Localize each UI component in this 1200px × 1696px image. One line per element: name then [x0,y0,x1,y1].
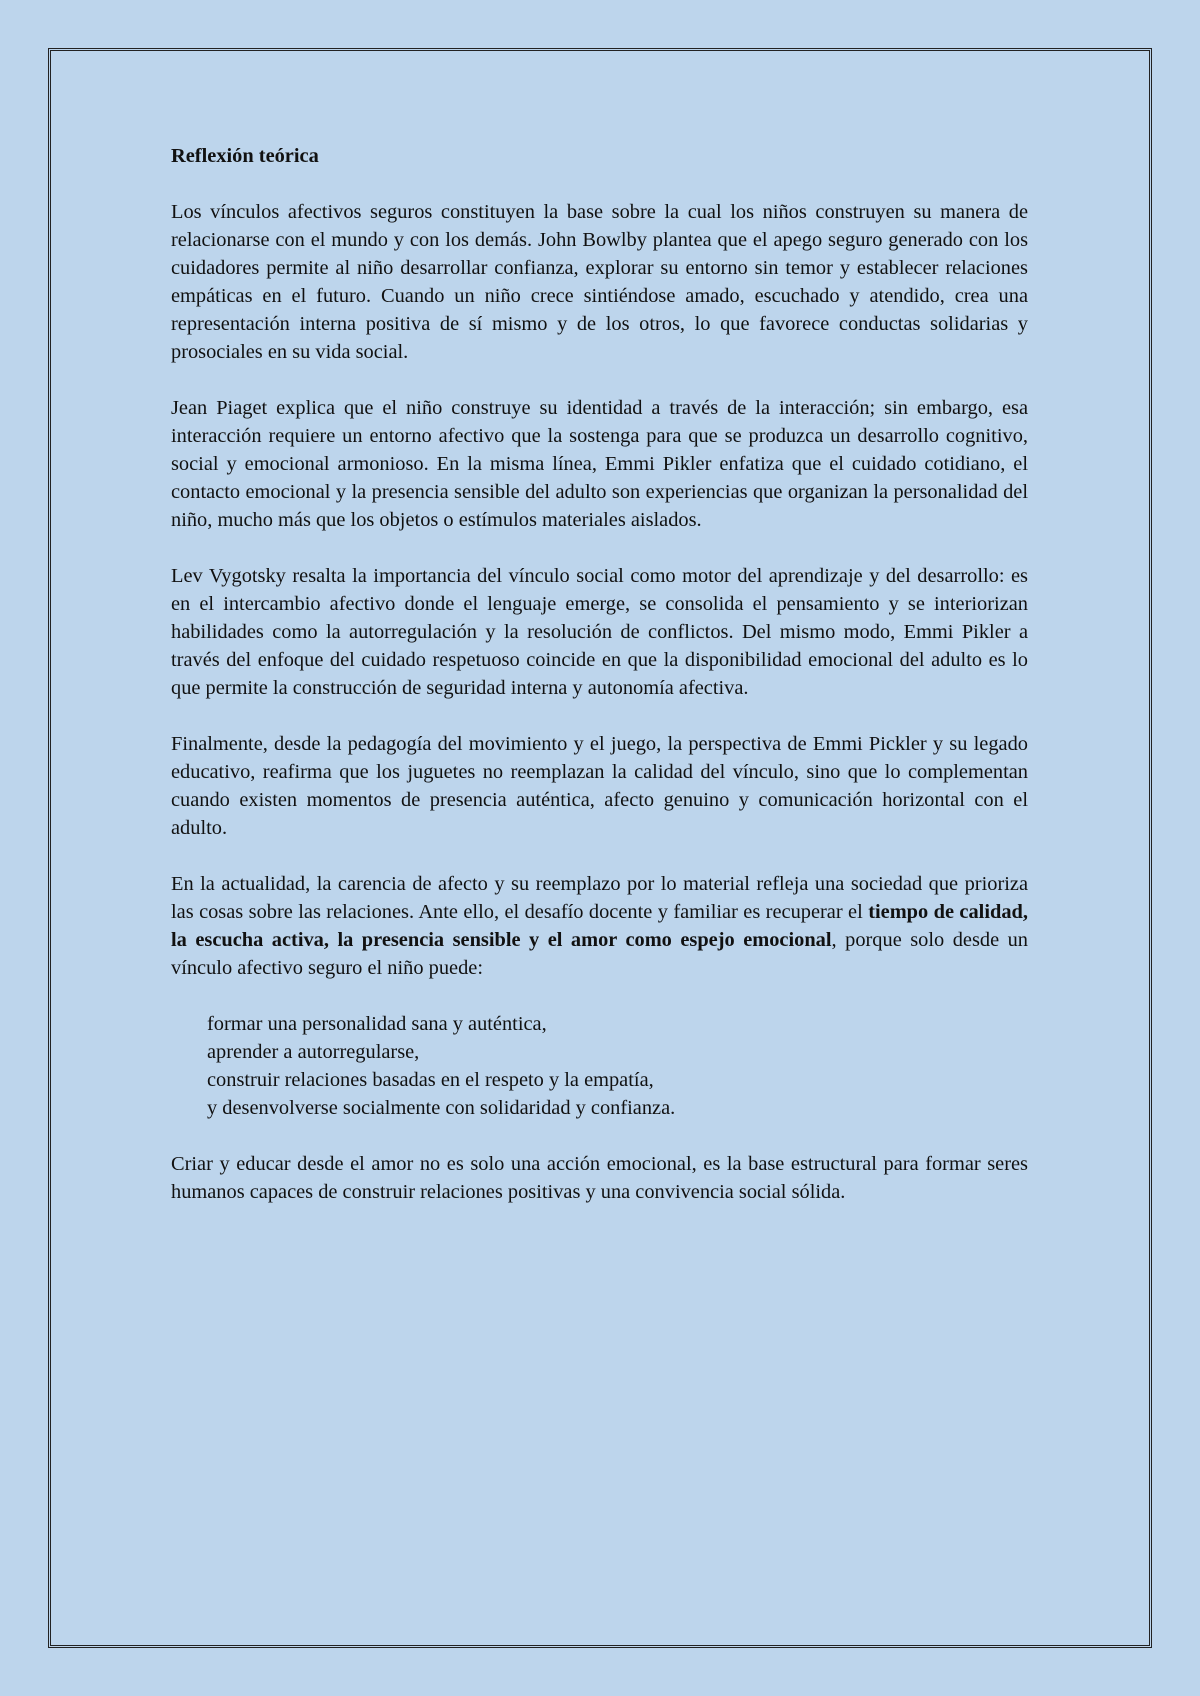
document-body [171,142,1028,1234]
paragraph-conclusion: Criar y educar desde el amor no es solo una acción emocional, es la base estructural para formar seres humanos capaces de construir relaciones positivas y una convivencia social sólida. [171,1153,1028,1203]
paragraph-actualidad-ending: , porque solo desde un vínculo afectivo seguro el niño puede: [171,929,1028,979]
paragraph-actualidad-text: En la actualidad, la carencia de afecto y su reemplazo por lo material refleja una sociedad que prioriza las cosas sobre las relaciones. Ante ello, el desafío docente y familiar es recuperar el [171,873,1028,923]
list-item: construir relaciones basadas en el respeto y la empatía, [207,1069,654,1091]
list-item: y desenvolverse socialmente con solidaridad y confianza. [207,1097,676,1119]
document-title: Reflexión teórica [171,145,319,167]
paragraph-bowlby: Los vínculos afectivos seguros constituyen la base sobre la cual los niños construyen su manera de relacionarse con el mundo y con los demás. John Bowlby plantea que el apego seguro generado con los cuidadores permite al niño desarrollar confianza, explorar su entorno sin temor y establecer relaciones empáticas en el futuro. Cuando un niño crece sintiéndose amado, escuchado y atendido, crea una representación interna positiva de sí mismo y de los otros, lo que favorece conductas solidarias y prosociales en su vida social. [171,201,1028,363]
paragraph-piaget: Jean Piaget explica que el niño construye su identidad a través de la interacción; sin embargo, esa interacción requiere un entorno afectivo que la sostenga para que se produzca un desarrollo cognitivo, social y emocional armonioso. En la misma línea, Emmi Pikler enfatiza que el cuidado cotidiano, el contacto emocional y la presencia sensible del adulto son experiencias que organizan la personalidad del niño, mucho más que los objetos o estímulos materiales aislados. [171,397,1028,531]
paragraph-actualidad [171,870,1028,982]
list-item: formar una personalidad sana y auténtica, [207,1013,547,1035]
paragraph-actualidad-emphasis: tiempo de calidad, la escucha activa, la presencia sensible y el amor como espejo emocional [171,901,1028,951]
outcomes-list [207,1010,1028,1122]
list-item: aprender a autorregularse, [207,1041,420,1063]
paragraph-finalmente: Finalmente, desde la pedagogía del movimiento y el juego, la perspectiva de Emmi Pickler y su legado educativo, reafirma que los juguetes no reemplazan la calidad del vínculo, sino que lo complementan cuando existen momentos de presencia auténtica, afecto genuino y comunicación horizontal con el adulto. [171,733,1028,839]
paragraph-vygotsky: Lev Vygotsky resalta la importancia del vínculo social como motor del aprendizaje y del desarrollo: es en el intercambio afectivo donde el lenguaje emerge, se consolida el pensamiento y se interiorizan habilidades como la autorregulación y la resolución de conflictos. Del mismo modo, Emmi Pikler a través del enfoque del cuidado respetuoso coincide en que la disponibilidad emocional del adulto es lo que permite la construcción de seguridad interna y autonomía afectiva. [171,565,1028,699]
